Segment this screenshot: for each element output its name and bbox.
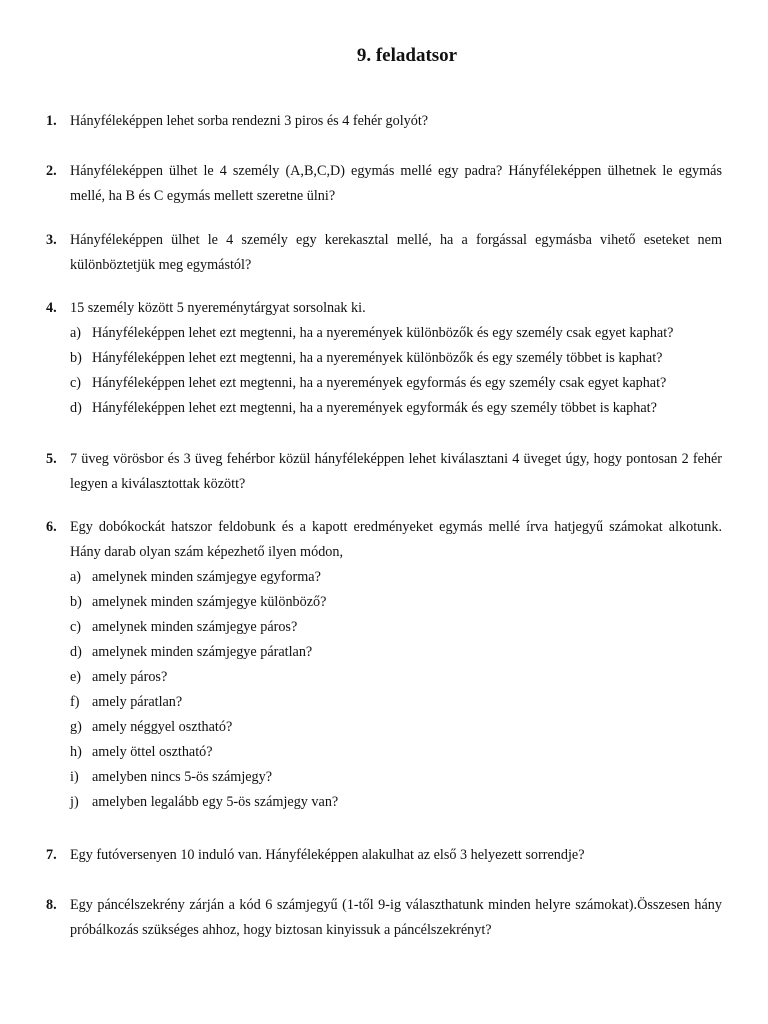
sub-text: amely öttel osztható?: [92, 744, 213, 760]
sub-label: d): [70, 644, 82, 660]
problem-number: 2.: [46, 163, 57, 179]
sub-question: [70, 790, 722, 815]
problem-text: Egy futóversenyen 10 induló van. Hányféleképpen alakulhat az első 3 helyezett sorrendje?: [70, 847, 585, 863]
problem-2: [46, 159, 722, 209]
sub-question: [70, 615, 722, 640]
problem-text: Hányféleképpen ülhet le 4 személy (A,B,C,D) egymás mellé egy padra? Hányféleképpen ülhetnek le egymás mellé, ha B és C egymás mellett szeretne ülni?: [70, 163, 722, 204]
sub-label: d): [70, 400, 82, 416]
problem-number: 6.: [46, 519, 57, 535]
sub-label: h): [70, 744, 82, 760]
sub-label: i): [70, 769, 79, 785]
problem-number: 7.: [46, 847, 57, 863]
sub-question: [70, 740, 722, 765]
problem-number: 1.: [46, 113, 57, 129]
page-title: 9. feladatsor: [356, 45, 458, 66]
problem-text: 15 személy között 5 nyereménytárgyat sorsolnak ki.: [70, 300, 366, 316]
sub-text: amelynek minden számjegye páratlan?: [92, 644, 313, 660]
sub-text: Hányféleképpen lehet ezt megtenni, ha a nyeremények egyformák és egy személy többet is kaphat?: [92, 400, 657, 416]
sub-question: [70, 765, 722, 790]
sub-question: [70, 715, 722, 740]
problem-text: 7 üveg vörösbor és 3 üveg fehérbor közül hányféleképpen lehet kiválasztani 4 üveget úgy, hogy pontosan 2 fehér legyen a kiválasztottak között?: [70, 451, 722, 492]
sub-text: amelynek minden számjegye egyforma?: [92, 569, 321, 585]
problem-8: [46, 893, 722, 943]
sub-text: amely néggyel osztható?: [92, 719, 233, 735]
sub-label: a): [70, 569, 82, 585]
sub-question: [70, 396, 722, 421]
sub-text: amelynek minden számjegye páros?: [92, 619, 298, 635]
sub-text: amelyben legalább egy 5-ös számjegy van?: [92, 794, 339, 810]
problem-number: 8.: [46, 897, 57, 913]
sub-question: [70, 565, 722, 590]
sub-text: amely páros?: [92, 669, 168, 685]
sub-label: f): [70, 694, 80, 710]
problem-text: Egy páncélszekrény zárján a kód 6 számjegyű (1-től 9-ig választhatunk minden helyre számokat).Összesen hány próbálkozás szükséges ahhoz, hogy biztosan kinyissuk a páncélszekrényt?: [70, 897, 722, 938]
sub-question: [70, 371, 722, 396]
problem-text: Hányféleképpen lehet sorba rendezni 3 piros és 4 fehér golyót?: [70, 113, 429, 129]
problem-number: 4.: [46, 300, 57, 316]
sub-question: [70, 321, 722, 346]
problem-text: Egy dobókockát hatszor feldobunk és a kapott eredményeket egymás mellé írva hatjegyű számokat alkotunk. Hány darab olyan szám képezhető ilyen módon,: [70, 519, 722, 560]
sub-label: b): [70, 594, 82, 610]
sub-label: e): [70, 669, 82, 685]
problem-3: [46, 228, 722, 278]
sub-text: amely páratlan?: [92, 694, 183, 710]
sub-label: c): [70, 619, 82, 635]
problem-text: Hányféleképpen ülhet le 4 személy egy kerekasztal mellé, ha a forgással egymásba vihető eseteket nem különböztetjük meg egymástól?: [70, 232, 722, 273]
problem-6: [46, 515, 722, 815]
problem-1: [46, 109, 722, 134]
sub-question: [70, 640, 722, 665]
sub-question: [70, 690, 722, 715]
sub-text: amelynek minden számjegye különböző?: [92, 594, 327, 610]
sub-text: Hányféleképpen lehet ezt megtenni, ha a nyeremények különbözők és egy személy többet is kaphat?: [92, 350, 663, 366]
sub-text: Hányféleképpen lehet ezt megtenni, ha a nyeremények egyformás és egy személy csak egyet kaphat?: [92, 375, 667, 391]
problem-number: 5.: [46, 451, 57, 467]
sub-text: amelyben nincs 5-ös számjegy?: [92, 769, 273, 785]
problem-5: [46, 447, 722, 497]
sub-label: g): [70, 719, 82, 735]
problem-7: [46, 843, 722, 868]
sub-label: c): [70, 375, 82, 391]
sub-question: [70, 665, 722, 690]
sub-question: [70, 346, 722, 371]
sub-label: j): [70, 794, 79, 810]
sub-text: Hányféleképpen lehet ezt megtenni, ha a nyeremények különbözők és egy személy csak egyet kaphat?: [92, 325, 674, 341]
sub-question: [70, 590, 722, 615]
problem-4: [46, 296, 722, 421]
sub-label: b): [70, 350, 82, 366]
sub-label: a): [70, 325, 82, 341]
problem-number: 3.: [46, 232, 57, 248]
